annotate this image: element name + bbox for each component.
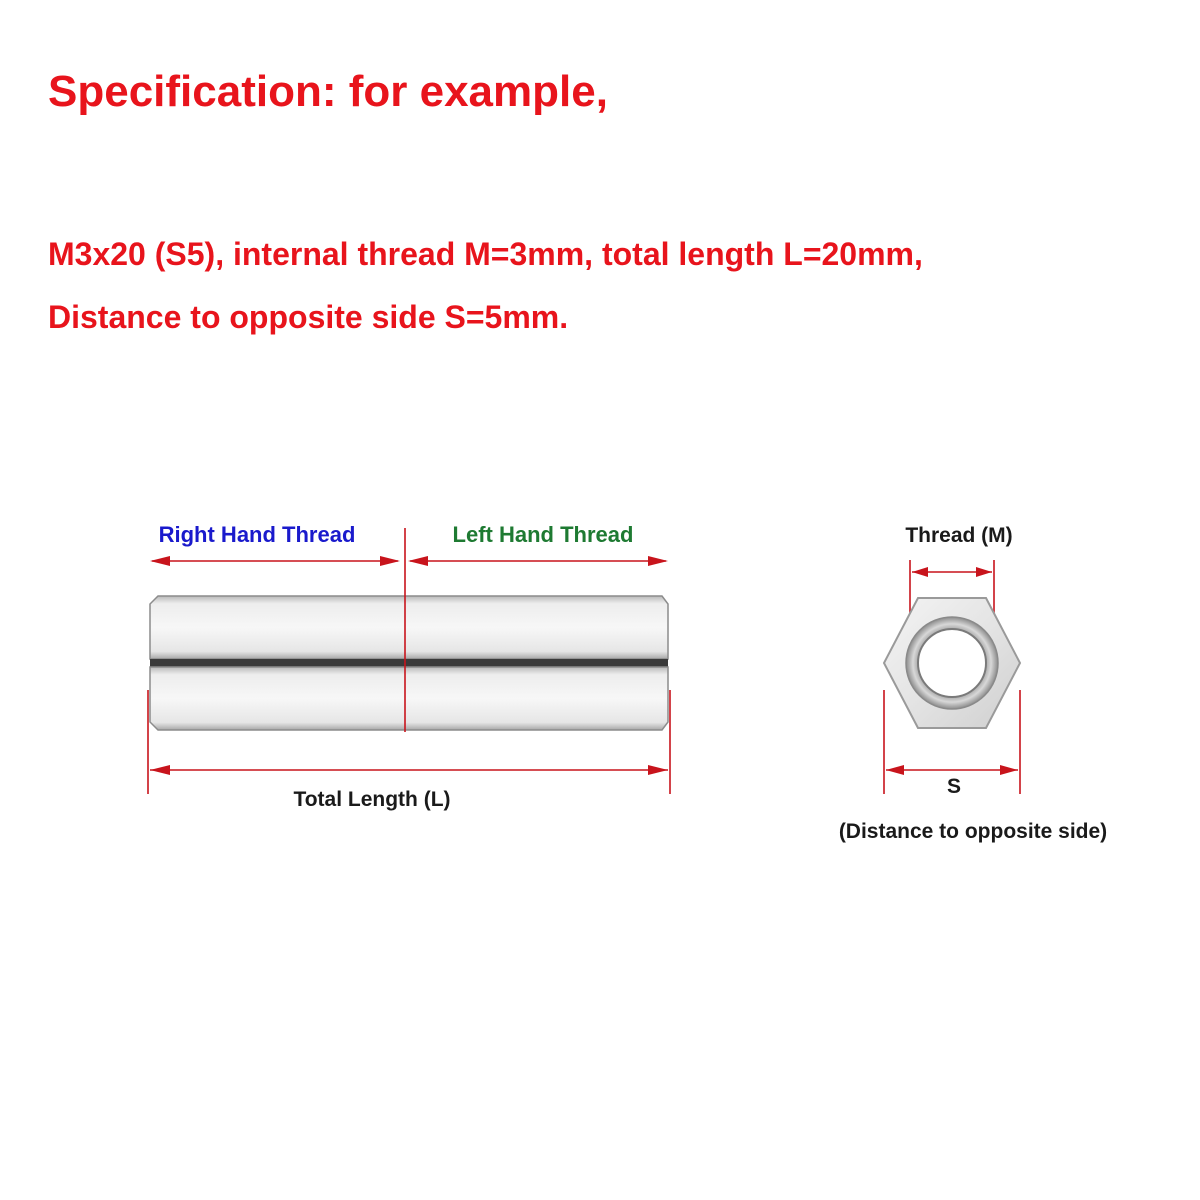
thread-dimension-arrows [150,556,668,566]
thread-hole [918,629,986,697]
upper-face [150,596,668,659]
arrowhead-icon [648,556,668,566]
side-view [148,522,670,811]
left-hand-thread-label: Left Hand Thread [452,522,634,547]
hex-spacer-side [150,596,668,730]
arrowhead-icon [912,567,928,577]
arrowhead-icon [150,765,170,775]
arrowhead-icon [150,556,170,566]
arrowhead-icon [408,556,428,566]
right-hand-thread-label: Right Hand Thread [158,522,356,547]
spec-line: Distance to opposite side S=5mm. [48,299,569,335]
arrowhead-icon [886,765,904,775]
spec-heading: Specification: for example, [48,67,608,116]
hex-nut-end [884,598,1020,728]
end-view [839,524,1107,843]
total-length-label: Total Length (L) [293,788,451,811]
arrowhead-icon [648,765,668,775]
spec-line: M3x20 (S5), internal thread M=3mm, total length L=20mm, [48,236,923,272]
arrowhead-icon [380,556,400,566]
distance-label: (Distance to opposite side) [838,820,1108,843]
s-label: S [946,775,962,798]
thread-label: Thread (M) [905,524,1013,547]
lower-face [150,667,668,730]
arrowhead-icon [1000,765,1018,775]
arrowhead-icon [976,567,992,577]
edge-line [150,659,668,667]
